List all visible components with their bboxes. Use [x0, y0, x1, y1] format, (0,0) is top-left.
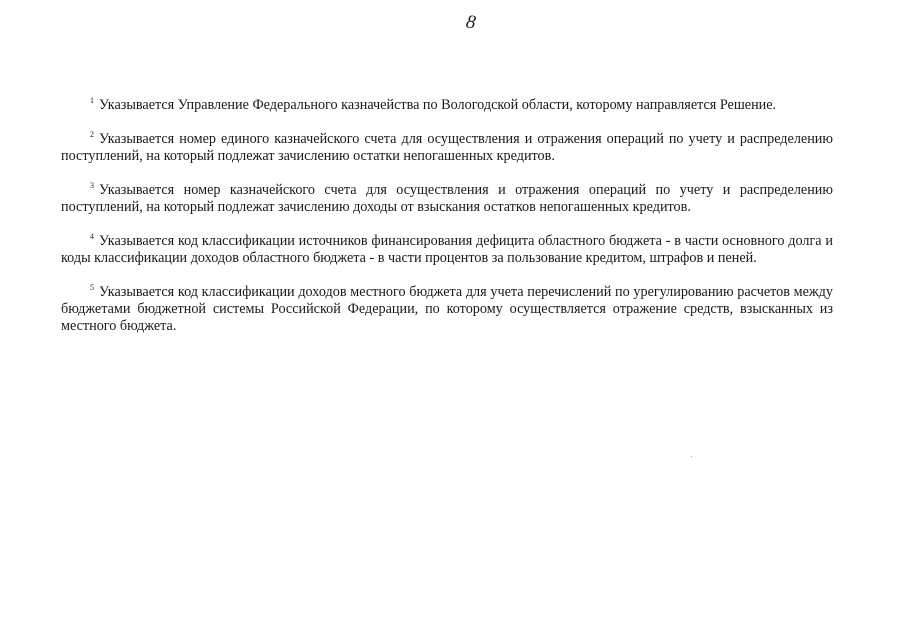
- footnote-marker: 1: [90, 96, 94, 105]
- footnote-text: Указывается код классификации доходов местного бюджета для учета перечислений по урегулированию расчетов между бюджетами бюджетной системы Российской Федерации, по которому осуществляется отражение средств, взысканных из местного бюджета.: [61, 284, 833, 334]
- footnote-marker: 3: [90, 181, 94, 190]
- footnote-text: Указывается номер единого казначейского счета для осуществления и отражения операций по учету и распределению поступлений, на который подлежат зачислению остатки непогашенных кредитов.: [61, 131, 833, 164]
- footnote-marker: 4: [90, 232, 94, 241]
- footnote-3: [61, 177, 833, 216]
- footnote-text: Указывается код классификации источников финансирования дефицита областного бюджета - в части основного долга и коды классификации доходов областного бюджета - в части процентов за пользование кредитом, штрафов и пеней.: [61, 233, 833, 266]
- footnote-4: [61, 228, 833, 267]
- footnote-text: Указывается Управление Федерального казначейства по Вологодской области, которому направляется Решение.: [99, 97, 777, 113]
- footnote-marker: 2: [90, 130, 94, 139]
- footnote-marker: 5: [90, 283, 94, 292]
- footnote-1: [61, 92, 833, 114]
- footnote-text: Указывается номер казначейского счета для осуществления и отражения операций по учету и распределению поступлений, на который подлежат зачислению доходы от взыскания остатков непогашенных кредитов.: [61, 182, 833, 215]
- scan-speck: [691, 456, 692, 457]
- page-number: 8: [464, 11, 477, 34]
- footnote-5: [61, 279, 833, 335]
- footnote-2: [61, 126, 833, 165]
- footnotes-list: [61, 92, 833, 347]
